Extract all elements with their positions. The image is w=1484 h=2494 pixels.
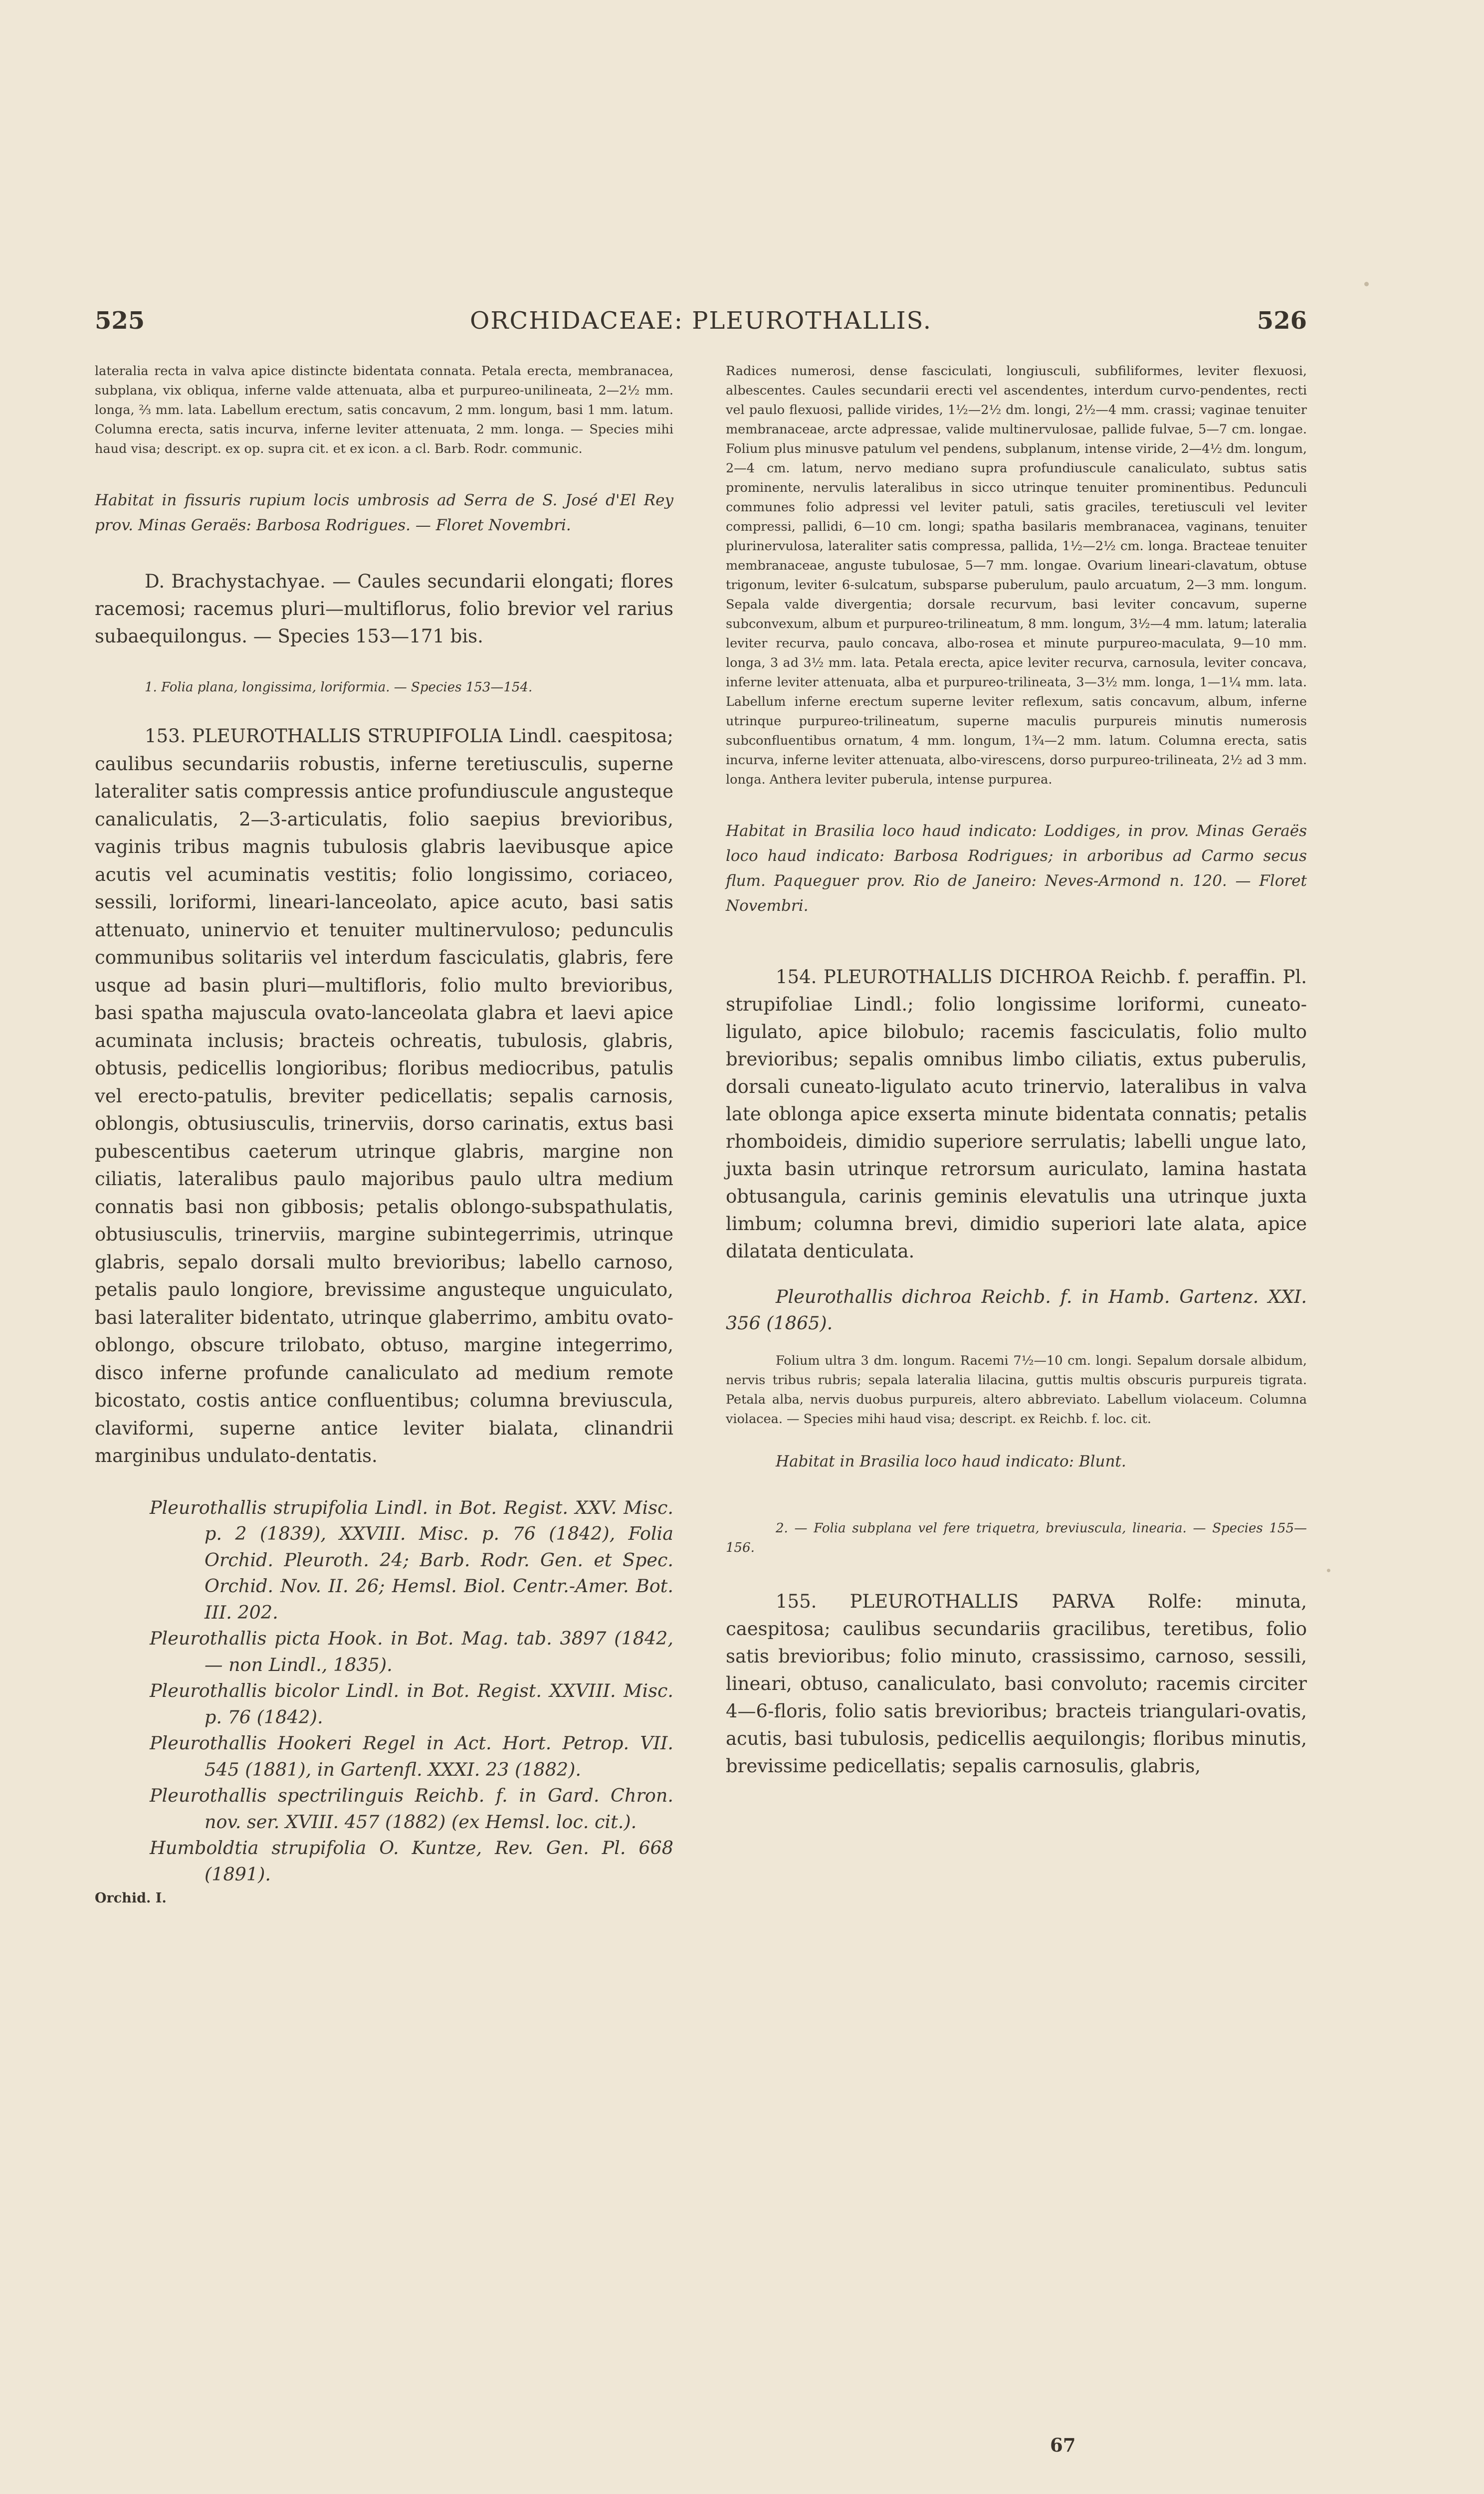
right-column <box>726 362 1307 1780</box>
synonym-entry: Pleurothallis bicolor Lindl. in Bot. Regist. XXVIII. Misc. p. 76 (1842). <box>150 1680 673 1728</box>
page-header <box>95 307 1307 347</box>
species-155-heading: 155. PLEUROTHALLIS PARVA Rolfe: <box>776 1591 1203 1612</box>
synonym-entry: Pleurothallis strupifolia Lindl. in Bot. Regist. XXV. Misc. p. 2 (1839), XXVIII. Misc. p. 76 (1842), Folia Orchid. Pleuroth. 24; Barb. Rodr. Gen. et Spec. Orchid. Nov. II. 26; Hemsl. Biol. Centr.-Amer. Bot. III. 202. <box>150 1496 673 1623</box>
species-154-description <box>726 963 1307 1265</box>
habitat-note: Habitat in Brasilia loco haud indicato: Loddiges, in prov. Minas Geraës loco haud indicato: Barbosa Rodrigues; in arboribus ad Carmo secus flum. Paqueguer prov. Rio de Janeiro: Neves-Armond n. 120. — Floret Novembri. <box>726 822 1307 915</box>
synonym-entry: Pleurothallis spectrilinguis Reichb. f. in Gard. Chron. nov. ser. XVIII. 457 (1882) (ex Hemsl. loc. cit.). <box>150 1785 673 1833</box>
page-number-left: 525 <box>95 307 145 335</box>
left-column <box>95 362 673 1906</box>
synonym-entry: Humboldtia strupifolia O. Kuntze, Rev. Gen. Pl. 668 (1891). <box>150 1837 673 1885</box>
habitat-note: Habitat in Brasilia loco haud indicato: Blunt. <box>776 1453 1126 1470</box>
species-153-heading: 153. PLEUROTHALLIS STRUPIFOLIA Lindl. <box>145 725 563 747</box>
species-154-synonym: Pleurothallis dichroa Reichb. f. in Hamb. Gartenz. XXI. 356 (1865). <box>726 1286 1307 1334</box>
section-d-heading: D. Brachystachyae. — Caules secundarii elongati; flores racemosi; racemus pluri—multiflorus, folio brevior vel rarius subaequilongus. — Species 153—171 bis. <box>95 571 673 647</box>
signature-mark: Orchid. I. <box>95 1890 167 1906</box>
species-155-text: minuta, caespitosa; caulibus secundariis gracilibus, teretibus, folio satis brevioribus; folio minuto, crassissimo, carnoso, sessili, lineari, obtuso, canaliculato, basi convoluto; racemis circiter 4—6-floris, folio satis brevioribus; bracteis triangulari-ovatis, acutis, basi tubulosis, pedicellis aequilongis; floribus minutis, brevissime pedicellatis; sepalis carnosulis, glabris, <box>726 1591 1307 1777</box>
page-number-right: 526 <box>1257 307 1307 335</box>
paper-stain <box>1364 282 1369 286</box>
species-153-text: caespitosa; caulibus secundariis robustis, inferne teretiusculis, superne lateraliter satis compressis antice profundiuscule angusteque canaliculatis, 2—3-articulatis, folio saepius brevioribus, vaginis tribus magnis tubulosis glabris laevibusque apice acutis vel acuminatis vestitis; folio longissimo, coriaceo, sessili, loriformi, lineari-lanceolato, apice acuto, basi satis attenuato, uninervio et tenuiter multinervuloso; pedunculis communibus solitariis vel interdum fasciculatis, glabris, fere usque ad basin pluri—multifloris, folio multo brevioribus, basi spatha majuscula ovato-lanceolata glabra et laevi apice acuminata inclusis; bracteis ochreatis, tubulosis, glabris, obtusis, pedicellis longioribus; floribus mediocribus, patulis vel erecto-patulis, breviter pedicellatis; sepalis carnosis, oblongis, obtusiusculis, trinerviis, dorso carinatis, extus basi pubescentibus caeterum utrinque glabris, margine non ciliatis, lateralibus paulo majoribus paulo ultra medium connatis basi non gibbosis; petalis oblongo-subspathulatis, obtusiusculis, trinerviis, margine subintegerrimis, utrinque glabris, sepalo dorsali multo brevioribus; labello carnoso, petalis paulo longiore, brevissime angusteque unguiculato, basi lateraliter bidentato, utrinque glaberrimo, ambitu ovato-oblongo, obscure trilobato, obtuso, margine integerrimo, disco inferne profunde canaliculato ad medium remote bicostato, costis antice confluentibus; columna breviuscula, claviformi, superne antice leviter bialata, clinandrii marginibus undulato-dentatis. <box>95 725 673 1466</box>
habitat-note: Habitat in fissuris rupium locis umbrosis ad Serra de S. José d'El Rey prov. Minas Geraës: Barbosa Rodrigues. — Floret Novembri. <box>95 491 673 534</box>
species-154-details: Folium ultra 3 dm. longum. Racemi 7½—10 cm. longi. Sepalum dorsale albidum, nervis tribus rubris; sepala lateralia lilacina, guttis multis obscuris purpureis tigrata. Petala alba, nervis duobus purpureis, altero abbreviato. Labellum violaceum. Columna violacea. — Species mihi haud visa; descript. ex Reichb. f. loc. cit. <box>726 1353 1307 1427</box>
species-153-detailed-description: Radices numerosi, dense fasciculati, longiusculi, subfiliformes, leviter flexuosi, albescentes. Caules secundarii erecti vel ascendentes, interdum curvo-pendentes, recti vel paulo flexuosi, pallide virides, 1½—2½ dm. longi, 2½—4 mm. crassi; vaginae tenuiter membranaceae, arcte adpressae, valide multinervulosae, pallide fulvae, 5—7 cm. longae. Folium plus minusve patulum vel pendens, subplanum, intense viride, 2—4½ dm. longum, 2—4 cm. latum, nervo mediano supra profundiuscule canaliculato, subtus satis prominente, nervulis lateralibus in sicco utrinque tenuiter prominentibus. Pedunculi communes folio adpressi vel leviter patuli, satis graciles, teretiusculi vel leviter compressi, pallidi, 6—10 cm. longi; spatha basilaris membranacea, vaginans, tenuiter plurinervulosa, lateraliter satis compressa, pallida, 1½—2½ cm. longa. Bracteae tenuiter membranaceae, anguste tubulosae, 5—7 mm. longae. Ovarium lineari-clavatum, obtuse trigonum, leviter 6-sulcatum, subsparse puberulum, paulo arcuatum, 2—3 mm. longum. Sepala valde divergentia; dorsale recurvum, basi leviter concavum, superne subconvexum, album et purpureo-trilineatum, 8 mm. longum, 3½—4 mm. latum; lateralia leviter recurva, paulo concava, albo-rosea et minute purpureo-maculata, 9—10 mm. longa, 3 ad 3½ mm. lata. Petala erecta, apice leviter recurva, carnosula, leviter concava, inferne leviter attenuata, alba et purpureo-trilineata, 3—3½ mm. longa, 1—1¼ mm. lata. Labellum inferne erectum superne leviter reflexum, satis concavum, album, inferne utrinque purpureo-trilineatum, superne maculis purpureis minutis numerosis subconfluentibus ornatum, 4 mm. longum, 1¾—2 mm. latum. Columna erecta, satis incurva, inferne leviter attenuata, albo-virescens, dorso purpureo-trilineata, 2½ ad 3 mm. longa. Anthera leviter puberula, intense purpurea. <box>726 364 1307 787</box>
subsection-heading: 2. — Folia subplana vel fere triquetra, breviuscula, linearia. — Species 155—156. <box>726 1521 1307 1555</box>
species-153-description <box>95 722 673 1470</box>
synonym-entry: Pleurothallis Hookeri Regel in Act. Hort. Petrop. VII. 545 (1881), in Gartenfl. XXXI. 23 (1882). <box>150 1732 673 1780</box>
sheet-number: 67 <box>1050 2434 1076 2456</box>
species-155-description <box>726 1588 1307 1780</box>
running-title: ORCHIDACEAE: PLEUROTHALLIS. <box>470 307 932 335</box>
paper-stain <box>1327 1569 1330 1572</box>
synonym-entry: Pleurothallis picta Hook. in Bot. Mag. tab. 3897 (1842, — non Lindl., 1835). <box>150 1628 673 1675</box>
subsection-heading: 1. Folia plana, longissima, loriformia. — Species 153—154. <box>145 680 533 695</box>
synonymy-list <box>150 1495 673 1888</box>
species-154-text: peraffin. Pl. strupifoliae Lindl.; folio longissime loriformi, cuneato-ligulato, apice bilobulo; racemis fasciculatis, folio multo brevioribus; sepalis omnibus limbo ciliatis, extus puberulis, dorsali cuneato-ligulato acuto trinervio, lateralibus in valva late oblonga apice exserta minute bidentata connatis; petalis rhomboideis, dimidio superiore serrulatis; labelli ungue lato, juxta basin utrinque retrorsum auriculato, lamina hastata obtusangula, carinis geminis elevatulis una utrinque juxta limbum; columna brevi, dimidio superiori late alata, apice dilatata denticulata. <box>726 966 1307 1262</box>
continued-description: lateralia recta in valva apice distincte bidentata connata. Petala erecta, membranacea, subplana, vix obliqua, inferne valde attenuata, alba et purpureo-unilineata, 2—2½ mm. longa, ⅔ mm. lata. Labellum erectum, satis concavum, 2 mm. longum, basi 1 mm. latum. Columna erecta, satis incurva, inferne leviter attenuata, 2 mm. longa. — Species mihi haud visa; descript. ex op. supra cit. et ex icon. a cl. Barb. Rodr. communic. <box>95 364 673 456</box>
species-154-heading: 154. PLEUROTHALLIS DICHROA Reichb. f. <box>776 966 1190 988</box>
